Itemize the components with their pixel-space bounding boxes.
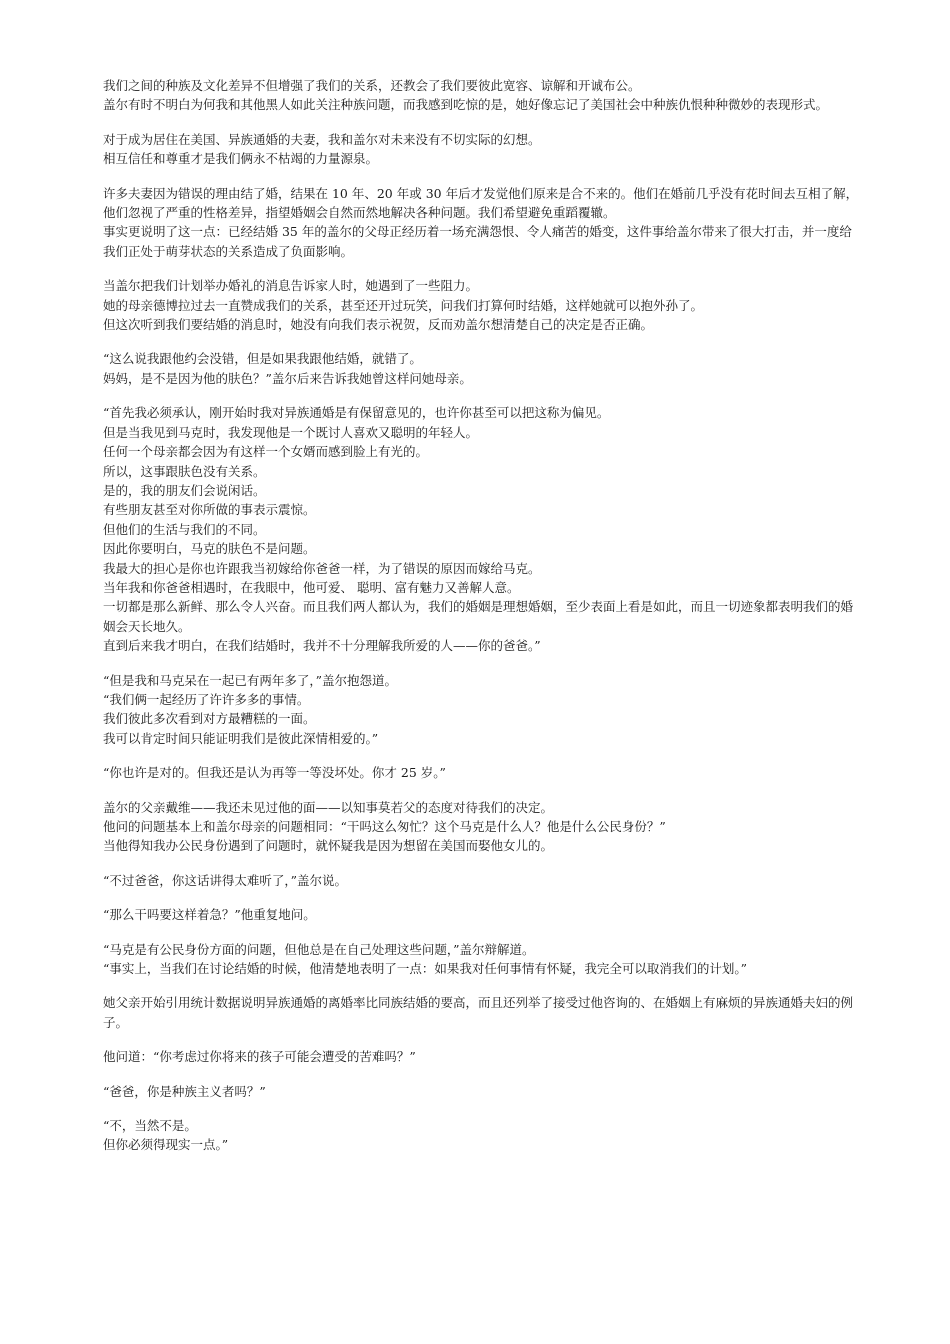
text-line: “不过爸爸，你这话讲得太难听了，”盖尔说。 [103,872,348,888]
paragraph [103,349,863,388]
text-line: 但你必须得现实一点。” [103,1137,229,1153]
text-line: 她的母亲德博拉过去一直赞成我们的关系，甚至还开过玩笑，问我们打算何时结婚，这样她就可以抱外孙了。 [103,297,704,313]
document-body [103,76,863,1170]
paragraph [103,905,863,924]
text-line: 他问道：“你考虑过你将来的孩子可能会遭受的苦难吗？” [103,1049,416,1065]
text-line: 我们彼此多次看到对方最糟糕的一面。 [103,711,316,727]
text-line: 她父亲开始引用统计数据说明异族通婚的离婚率比同族结婚的要高，而且还列举了接受过他咨询的、在婚姻上有麻烦的异族通婚夫妇的例子。 [103,995,854,1030]
paragraph [103,1047,863,1066]
text-line: 对于成为居住在美国、异族通婚的夫妻，我和盖尔对未来没有不切实际的幻想。 [103,131,541,147]
text-line: 因此你要明白，马克的肤色不是问题。 [103,541,316,557]
text-line: “爸爸，你是种族主义者吗？” [103,1083,266,1099]
text-line: “马克是有公民身份方面的问题，但他总是在自己处理这些问题，”盖尔辩解道。 [103,941,535,957]
text-line: 但这次听到我们要结婚的消息时，她没有向我们表示祝贺，反而劝盖尔想清楚自己的决定是否正确。 [103,317,654,333]
text-line: “但是我和马克呆在一起已有两年多了，”盖尔抱怨道。 [103,672,398,688]
paragraph [103,763,863,782]
text-line: 他问的问题基本上和盖尔母亲的问题相同：“干吗这么匆忙？这个马克是什么人？他是什么公民身份？” [103,819,666,834]
text-line: “事实上，当我们在讨论结婚的时候，他清楚地表明了一点：如果我对任何事情有怀疑，我完全可以取消我们的计划。” [103,961,748,977]
text-line: 所以，这事跟肤色没有关系。 [103,463,266,479]
text-line: 但是当我见到马克时，我发现他是一个既讨人喜欢又聪明的年轻人。 [103,424,479,440]
paragraph [103,130,863,169]
text-line: 妈妈，是不是因为他的肤色？”盖尔后来告诉我她曾这样问她母亲。 [103,370,472,386]
text-line: 盖尔的父亲戴维——我还未见过他的面——以知事莫若父的态度对待我们的决定。 [103,799,554,815]
text-line: 我最大的担心是你也许跟我当初嫁给你爸爸一样，为了错误的原因而嫁给马克。 [103,560,541,576]
text-line: “你也许是对的。但我还是认为再等一等没坏处。你才 25 岁。” [103,765,446,781]
paragraph [103,798,863,856]
text-line: 当年我和你爸爸相遇时，在我眼中，他可爱、 聪明、富有魅力又善解人意。 [103,579,520,595]
text-line: 有些朋友甚至对你所做的事表示震惊。 [103,502,316,518]
text-line: 事实更说明了这一点：已经结婚 35 年的盖尔的父母正经历着一场充满怨恨、令人痛苦的婚变，这件事给盖尔带来了很大打击，并一度给我们正处于萌芽状态的关系造成了负面影响。 [103,224,852,259]
text-line: 当他得知我办公民身份遇到了问题时，就怀疑我是因为想留在美国而娶他女儿的。 [103,838,554,854]
text-line: 许多夫妻因为错误的理由结了婚，结果在 10 年、20 年或 30 年后才发觉他们原来是合不来的。他们在婚前几乎没有花时间去互相了解，他们忽视了严重的性格差异，指望婚姻会自然而然地解决各种问题。我们希望避免重蹈覆辙。 [103,185,859,221]
paragraph [103,993,863,1032]
paragraph [103,1082,863,1101]
text-line: “那么干吗要这样着急？”他重复地问。 [103,907,316,923]
paragraph [103,871,863,890]
text-line: “我们俩一起经历了许许多多的事情。 [103,691,310,707]
paragraph [103,1116,863,1155]
text-line: 是的，我的朋友们会说闲话。 [103,482,266,498]
paragraph [103,940,863,979]
paragraph [103,184,863,262]
paragraph [103,276,863,334]
text-line: “不，当然不是。 [103,1118,197,1134]
text-line: 一切都是那么新鲜、那么令人兴奋。而且我们两人都认为，我们的婚姻是理想婚姻，至少表面上看是如此，而且一切迹象都表明我们的婚姻会天长地久。 [103,599,854,634]
paragraph [103,403,863,655]
paragraph [103,671,863,749]
text-line: 盖尔有时不明白为何我和其他黑人如此关注种族问题，而我感到吃惊的是，她好像忘记了美国社会中种族仇恨种种微妙的表现形式。 [103,97,829,113]
text-line: 任何一个母亲都会因为有这样一个女婿而感到脸上有光的。 [103,444,429,460]
text-line: 直到后来我才明白，在我们结婚时，我并不十分理解我所爱的人——你的爸爸。” [103,638,541,654]
text-line: 我们之间的种族及文化差异不但增强了我们的关系，还教会了我们要彼此宽容、谅解和开诚布公。 [103,78,641,93]
text-line: 相互信任和尊重才是我们俩永不枯竭的力量源泉。 [103,151,379,167]
text-line: 当盖尔把我们计划举办婚礼的消息告诉家人时，她遇到了一些阻力。 [103,278,479,294]
text-line: “首先我必须承认，刚开始时我对异族通婚是有保留意见的，也许你甚至可以把这称为偏见。 [103,405,610,421]
text-line: “这么说我跟他约会没错，但是如果我跟他结婚，就错了。 [103,351,422,367]
text-line: 但他们的生活与我们的不同。 [103,521,266,537]
text-line: 我可以肯定时间只能证明我们是彼此深情相爱的。” [103,730,379,746]
paragraph [103,76,863,115]
